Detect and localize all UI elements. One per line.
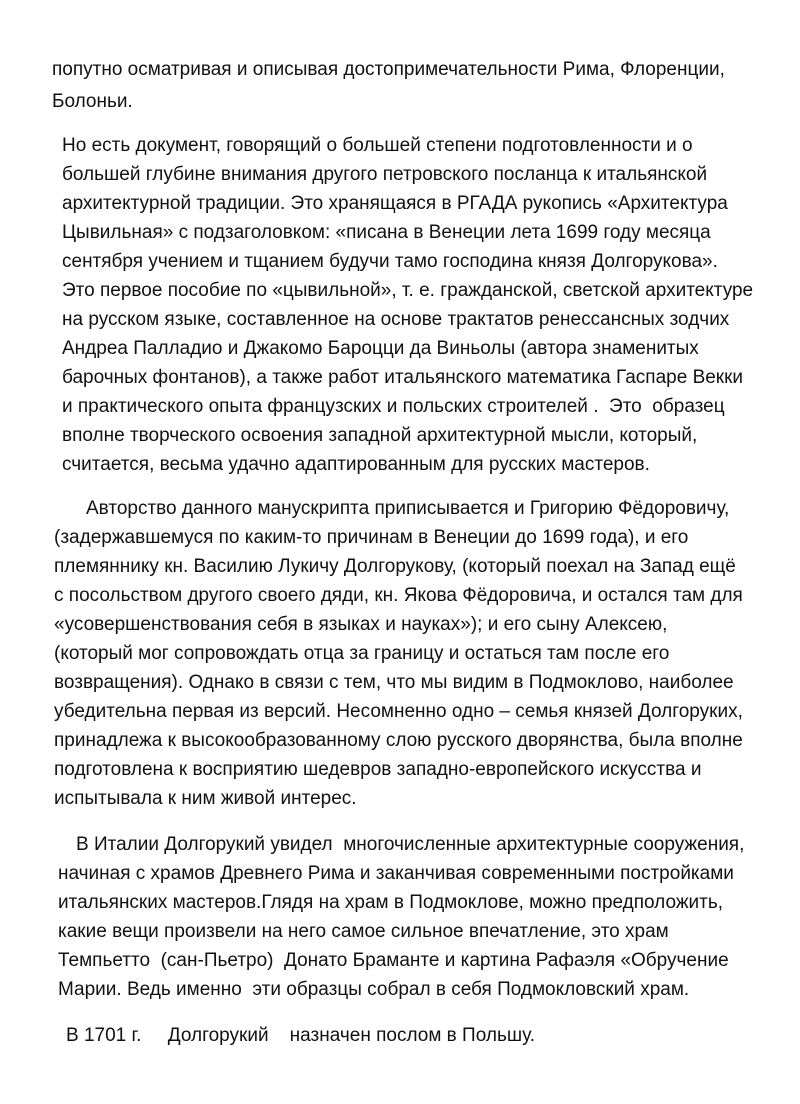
text-line: «усовершенствования себя в языках и науках»); и его сыну Алексею, <box>54 614 668 635</box>
text-line: подготовлена к восприятию шедевров западно-европейского искусства и <box>54 759 702 780</box>
text-line: Темпьетто (сан-Пьетро) Донато Браманте и картина Рафаэля «Обручение <box>58 950 729 971</box>
text-line: большей глубине внимания другого петровского посланца к итальянской <box>62 164 708 185</box>
text-line: Марии. Ведь именно эти образцы собрал в себя Подмокловский храм. <box>58 979 690 1000</box>
text-line: (который мог сопровождать отца за границу и остаться там после его <box>54 643 670 664</box>
text-line: с посольством другого своего дяди, кн. Якова Фёдоровича, и остался там для <box>54 585 743 606</box>
text-line: попутно осматривая и описывая достопримечательности Рима, Флоренции, <box>52 59 725 80</box>
text-line: Но есть документ, говорящий о большей степени подготовленности и о <box>62 135 693 156</box>
text-line: испытывала к ним живой интерес. <box>54 788 357 809</box>
text-line: Это первое пособие по «цывильной», т. е. гражданской, светской архитектуре <box>62 280 754 301</box>
text-line: сентября учением и тщанием будучи тамо господина князя Долгорукова». <box>62 251 718 272</box>
text-line: В Италии Долгорукий увидел многочисленные архитектурные сооружения, <box>76 834 745 855</box>
text-line: В 1701 г. Долгорукий назначен послом в Польшу. <box>66 1025 535 1046</box>
text-line: барочных фонтанов), а также работ итальянского математика Гаспаре Векки <box>62 367 744 388</box>
text-line: какие вещи произвели на него самое сильное впечатление, это храм <box>58 921 669 942</box>
text-line: итальянских мастеров.Глядя на храм в Подмоклове, можно предположить, <box>58 892 724 913</box>
text-line: принадлежа к высокообразованному слою русского дворянства, была вполне <box>54 730 743 751</box>
text-line: Авторство данного манускрипта приписывается и Григорию Фёдоровичу, <box>86 498 730 519</box>
text-line: и практического опыта французских и польских строителей . Это образец <box>62 396 725 417</box>
text-line: возвращения). Однако в связи с тем, что мы видим в Подмоклово, наиболее <box>54 672 734 693</box>
text-line: убедительна первая из версий. Несомненно одно – семья князей Долгоруких, <box>54 701 743 722</box>
text-line: (задержавшемуся по каким-то причинам в Венеции до 1699 года), и его <box>54 527 689 548</box>
text-line: начиная с храмов Древнего Рима и заканчивая современными постройками <box>58 863 734 884</box>
text-line: вполне творческого освоения западной архитектурной мысли, который, <box>62 425 698 446</box>
text-line: Цывильная» с подзаголовком: «писана в Венеции лета 1699 году месяца <box>62 222 711 243</box>
text-line: племяннику кн. Василию Лукичу Долгорукову, (который поехал на Запад ещё <box>54 556 736 577</box>
text-line: архитектурной традиции. Это хранящаяся в РГАДА рукопись «Архитектура <box>62 193 728 214</box>
text-line: считается, весьма удачно адаптированным для русских мастеров. <box>62 454 650 475</box>
text-line: Андреа Палладио и Джакомо Бароцци да Виньолы (автора знаменитых <box>62 338 699 359</box>
text-line: на русском языке, составленное на основе трактатов ренессансных зодчих <box>62 309 730 330</box>
text-line: Болоньи. <box>52 91 133 112</box>
